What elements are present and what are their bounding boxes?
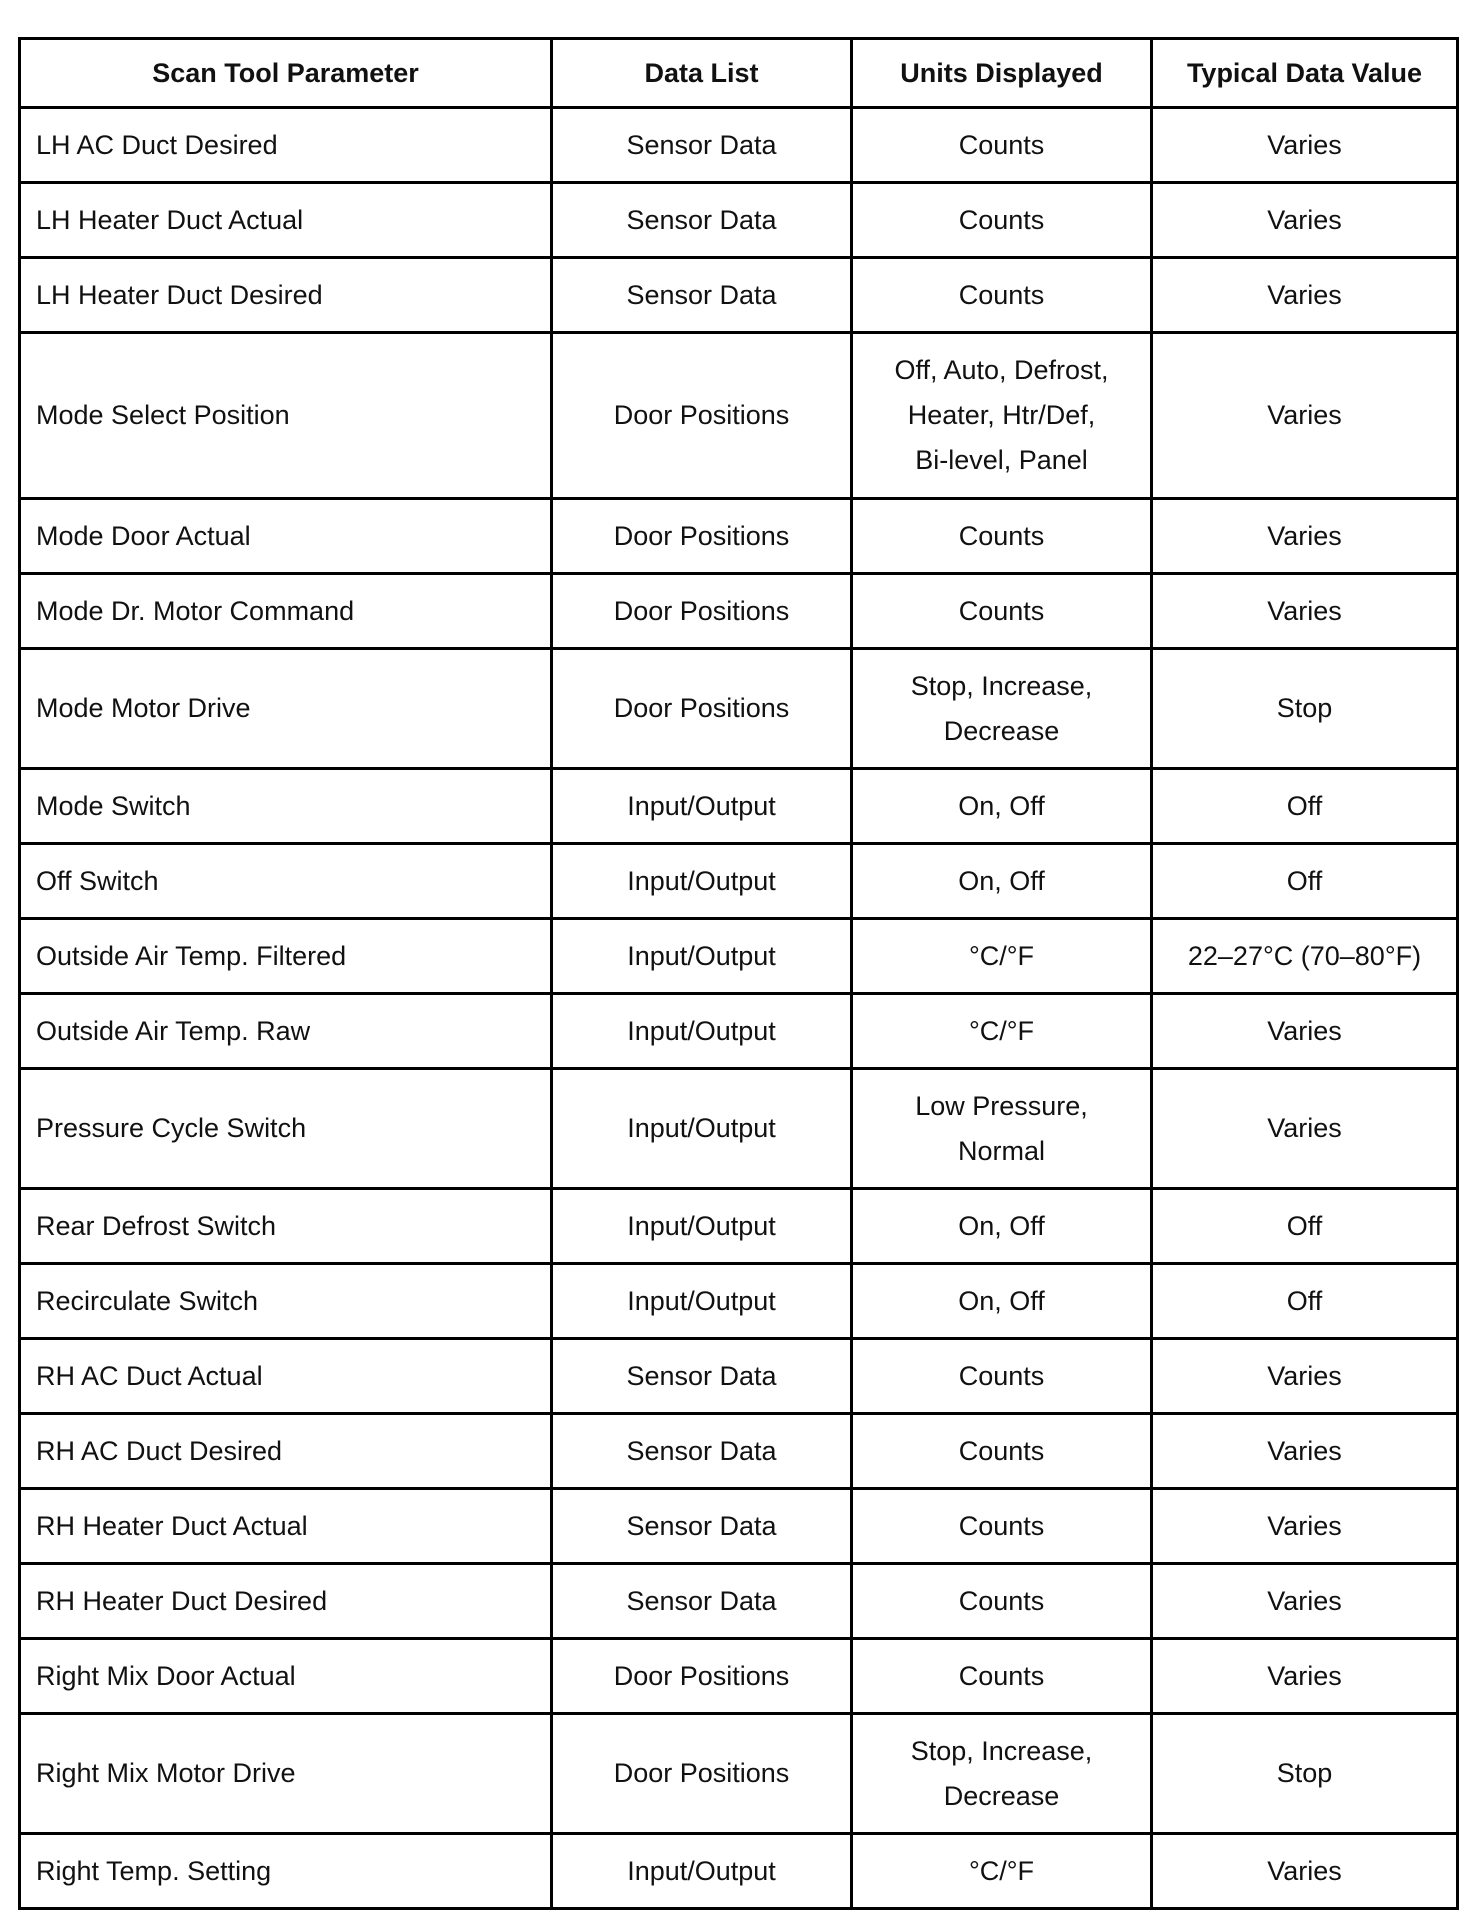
- units-line: °C/°F: [968, 1015, 1035, 1046]
- cell-units-displayed: [852, 108, 1152, 183]
- cell-typical-data-value: 22–27°C (70–80°F): [1152, 919, 1458, 994]
- table-row: [20, 1414, 1458, 1489]
- units-line: Decrease: [943, 715, 1060, 746]
- cell-typical-data-value: Varies: [1152, 108, 1458, 183]
- cell-parameter: Off Switch: [20, 844, 552, 919]
- units-line: Counts: [958, 279, 1045, 310]
- header-row: [20, 39, 1458, 108]
- cell-typical-data-value: Varies: [1152, 333, 1458, 499]
- cell-units-displayed: [852, 1639, 1152, 1714]
- cell-typical-data-value: Varies: [1152, 1834, 1458, 1909]
- cell-parameter: Mode Dr. Motor Command: [20, 574, 552, 649]
- cell-data-list: Door Positions: [552, 1714, 852, 1834]
- cell-typical-data-value: Varies: [1152, 1069, 1458, 1189]
- units-line: Off, Auto, Defrost,: [894, 355, 1109, 385]
- units-line: Bi-level, Panel: [915, 445, 1088, 475]
- units-line: Counts: [958, 595, 1045, 626]
- cell-data-list: Sensor Data: [552, 1339, 852, 1414]
- cell-parameter: RH AC Duct Desired: [20, 1414, 552, 1489]
- table-row: [20, 1489, 1458, 1564]
- units-line: Low Pressure,: [915, 1090, 1088, 1121]
- units-line: °C/°F: [968, 940, 1035, 971]
- cell-data-list: Door Positions: [552, 574, 852, 649]
- cell-units-displayed: [852, 183, 1152, 258]
- cell-units-displayed: [852, 1264, 1152, 1339]
- units-line: Counts: [958, 1585, 1045, 1616]
- cell-units-displayed: [852, 844, 1152, 919]
- cell-data-list: Input/Output: [552, 1264, 852, 1339]
- table-row: [20, 499, 1458, 574]
- cell-parameter: Pressure Cycle Switch: [20, 1069, 552, 1189]
- table-row: [20, 649, 1458, 769]
- table-row: [20, 333, 1458, 499]
- cell-parameter: Right Mix Door Actual: [20, 1639, 552, 1714]
- cell-parameter: Right Temp. Setting: [20, 1834, 552, 1909]
- cell-parameter: Mode Motor Drive: [20, 649, 552, 769]
- cell-units-displayed: [852, 333, 1152, 499]
- header-data-list: Data List: [552, 39, 852, 108]
- table-row: [20, 844, 1458, 919]
- header-units-displayed: Units Displayed: [852, 39, 1152, 108]
- table-row: [20, 258, 1458, 333]
- header-typical-data-value: Typical Data Value: [1152, 39, 1458, 108]
- table-row: [20, 1714, 1458, 1834]
- cell-typical-data-value: Varies: [1152, 1564, 1458, 1639]
- cell-parameter: LH Heater Duct Desired: [20, 258, 552, 333]
- cell-typical-data-value: Varies: [1152, 499, 1458, 574]
- table-row: [20, 1834, 1458, 1909]
- table-row: [20, 574, 1458, 649]
- units-line: Counts: [958, 1510, 1045, 1541]
- cell-typical-data-value: Stop: [1152, 649, 1458, 769]
- units-line: Counts: [958, 1435, 1045, 1466]
- cell-parameter: Right Mix Motor Drive: [20, 1714, 552, 1834]
- cell-units-displayed: [852, 1564, 1152, 1639]
- cell-typical-data-value: Varies: [1152, 1414, 1458, 1489]
- cell-parameter: LH Heater Duct Actual: [20, 183, 552, 258]
- cell-units-displayed: [852, 1714, 1152, 1834]
- units-line: On, Off: [958, 1210, 1045, 1241]
- cell-data-list: Input/Output: [552, 1069, 852, 1189]
- cell-units-displayed: [852, 1489, 1152, 1564]
- table-row: [20, 108, 1458, 183]
- cell-data-list: Input/Output: [552, 1189, 852, 1264]
- cell-typical-data-value: Varies: [1152, 258, 1458, 333]
- cell-data-list: Door Positions: [552, 649, 852, 769]
- cell-units-displayed: [852, 994, 1152, 1069]
- cell-units-displayed: [852, 1189, 1152, 1264]
- units-line: On, Off: [958, 1285, 1045, 1316]
- cell-data-list: Sensor Data: [552, 258, 852, 333]
- units-line: Counts: [958, 129, 1045, 160]
- table-row: [20, 769, 1458, 844]
- cell-parameter: Mode Switch: [20, 769, 552, 844]
- cell-data-list: Sensor Data: [552, 1564, 852, 1639]
- cell-data-list: Input/Output: [552, 844, 852, 919]
- table-row: [20, 1564, 1458, 1639]
- table-body: [20, 108, 1458, 1909]
- cell-data-list: Input/Output: [552, 994, 852, 1069]
- table-row: [20, 1189, 1458, 1264]
- cell-typical-data-value: Varies: [1152, 183, 1458, 258]
- cell-units-displayed: [852, 649, 1152, 769]
- cell-data-list: Sensor Data: [552, 183, 852, 258]
- table-row: [20, 919, 1458, 994]
- cell-units-displayed: [852, 1069, 1152, 1189]
- cell-parameter: RH Heater Duct Actual: [20, 1489, 552, 1564]
- cell-data-list: Input/Output: [552, 1834, 852, 1909]
- table-row: [20, 1639, 1458, 1714]
- cell-typical-data-value: Varies: [1152, 1339, 1458, 1414]
- table-row: [20, 1339, 1458, 1414]
- cell-typical-data-value: Varies: [1152, 994, 1458, 1069]
- cell-data-list: Sensor Data: [552, 108, 852, 183]
- cell-units-displayed: [852, 1339, 1152, 1414]
- units-line: On, Off: [958, 790, 1045, 821]
- cell-units-displayed: [852, 499, 1152, 574]
- units-line: Decrease: [943, 1780, 1060, 1811]
- cell-data-list: Sensor Data: [552, 1489, 852, 1564]
- cell-parameter: LH AC Duct Desired: [20, 108, 552, 183]
- table-header: [20, 39, 1458, 108]
- cell-typical-data-value: Varies: [1152, 574, 1458, 649]
- cell-units-displayed: [852, 1414, 1152, 1489]
- cell-units-displayed: [852, 769, 1152, 844]
- cell-parameter: Outside Air Temp. Raw: [20, 994, 552, 1069]
- cell-data-list: Door Positions: [552, 499, 852, 574]
- cell-data-list: Door Positions: [552, 1639, 852, 1714]
- cell-data-list: Door Positions: [552, 333, 852, 499]
- cell-data-list: Input/Output: [552, 769, 852, 844]
- cell-parameter: Rear Defrost Switch: [20, 1189, 552, 1264]
- cell-data-list: Sensor Data: [552, 1414, 852, 1489]
- cell-typical-data-value: Stop: [1152, 1714, 1458, 1834]
- cell-typical-data-value: Varies: [1152, 1489, 1458, 1564]
- units-line: Stop, Increase,: [910, 1735, 1093, 1766]
- header-scan-tool-parameter: Scan Tool Parameter: [20, 39, 552, 108]
- cell-typical-data-value: Off: [1152, 1264, 1458, 1339]
- cell-parameter: Mode Door Actual: [20, 499, 552, 574]
- cell-units-displayed: [852, 919, 1152, 994]
- cell-parameter: Outside Air Temp. Filtered: [20, 919, 552, 994]
- cell-parameter: Mode Select Position: [20, 333, 552, 499]
- cell-units-displayed: [852, 258, 1152, 333]
- cell-parameter: RH Heater Duct Desired: [20, 1564, 552, 1639]
- cell-parameter: Recirculate Switch: [20, 1264, 552, 1339]
- cell-typical-data-value: Varies: [1152, 1639, 1458, 1714]
- cell-units-displayed: [852, 574, 1152, 649]
- cell-data-list: Input/Output: [552, 919, 852, 994]
- units-line: Counts: [958, 520, 1045, 551]
- units-line: Counts: [958, 1360, 1045, 1391]
- units-line: Normal: [957, 1135, 1045, 1166]
- units-line: On, Off: [958, 865, 1045, 896]
- cell-typical-data-value: Off: [1152, 769, 1458, 844]
- units-line: Stop, Increase,: [910, 670, 1093, 701]
- scan-tool-data-table: [18, 37, 1459, 1910]
- cell-units-displayed: [852, 1834, 1152, 1909]
- table-row: [20, 1264, 1458, 1339]
- units-line: °C/°F: [968, 1855, 1035, 1886]
- table-row: [20, 1069, 1458, 1189]
- cell-parameter: RH AC Duct Actual: [20, 1339, 552, 1414]
- units-line: Counts: [958, 204, 1045, 235]
- cell-typical-data-value: Off: [1152, 1189, 1458, 1264]
- table-row: [20, 183, 1458, 258]
- units-line: Heater, Htr/Def,: [907, 400, 1096, 430]
- table-row: [20, 994, 1458, 1069]
- cell-typical-data-value: Off: [1152, 844, 1458, 919]
- units-line: Counts: [958, 1660, 1045, 1691]
